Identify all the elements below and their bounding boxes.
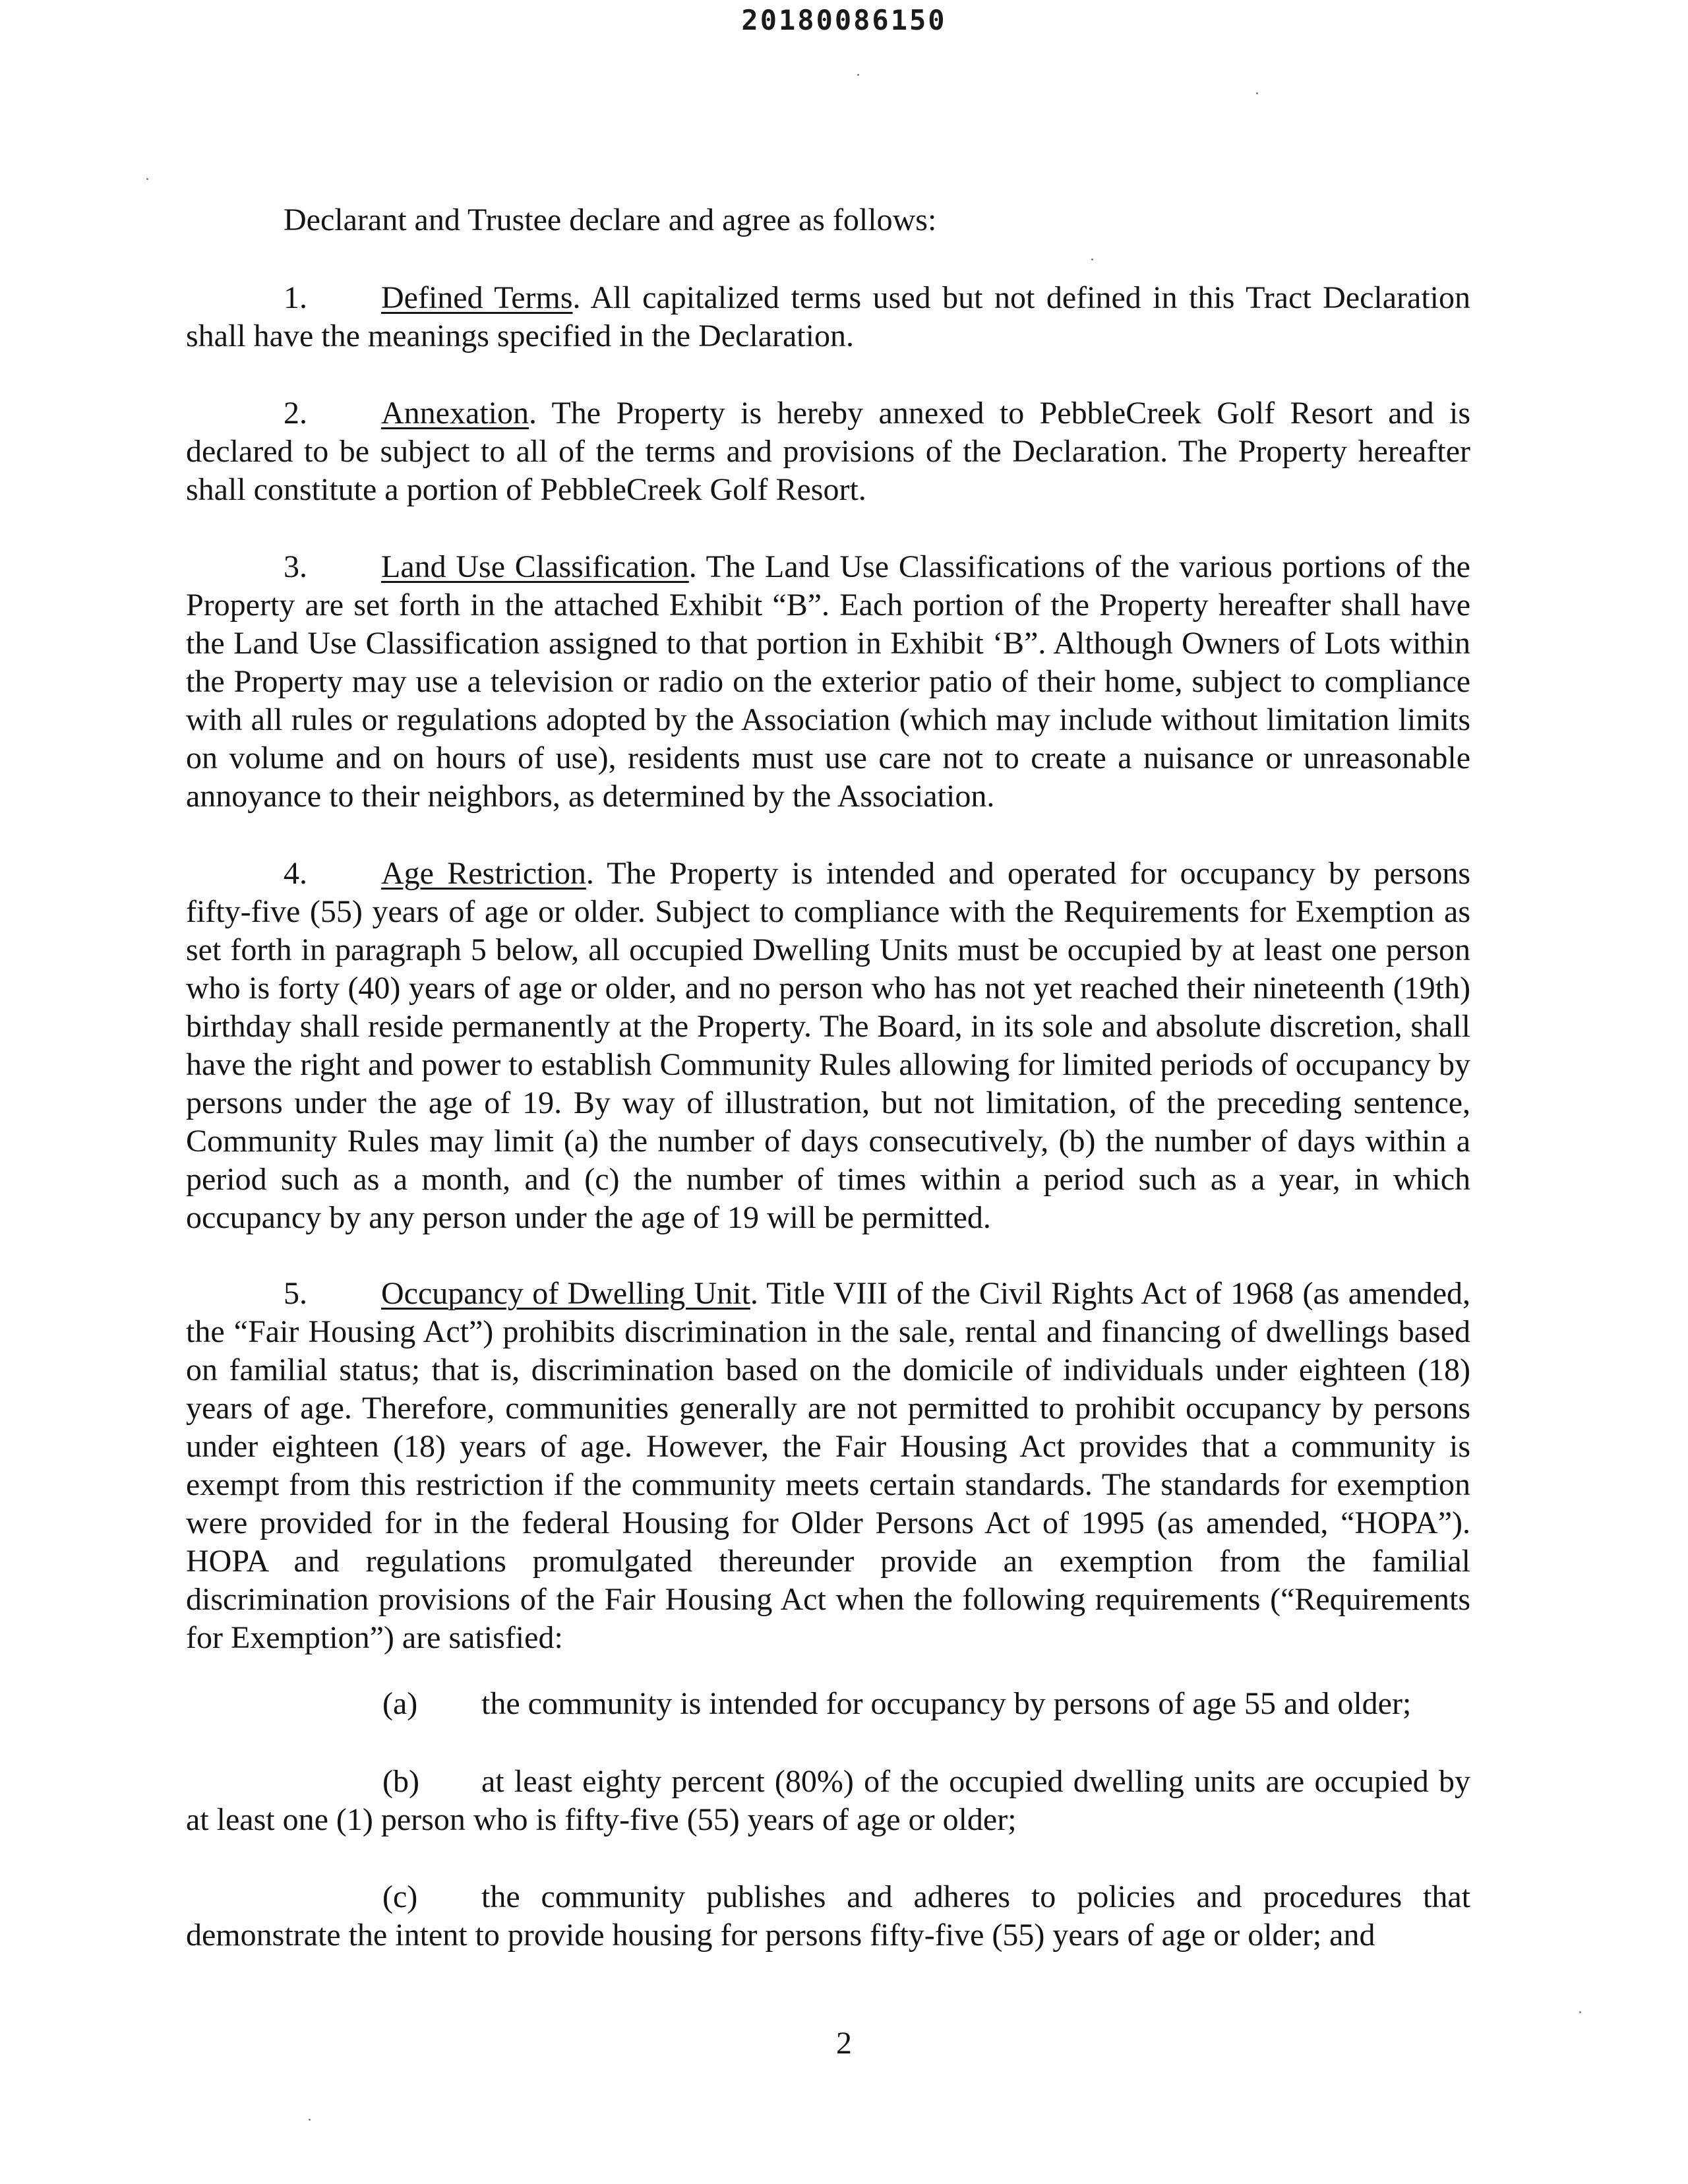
subparagraph-letter: (b) [382,1764,419,1799]
paragraph-body: . The Land Use Classifications of the various portions of the Property are set forth in the attached Exhibit “B”. Each portion of the Property hereafter shall have the Land Use Classification assigned to that portion in Exhibit ‘B”. Although Owners of Lots within the Property may use a television or radio on the exterior patio of their home, subject to compliance with all rules or regulations adopted by the Association (which may include without limitation limits on volume and on hours of use), residents must use care not to create a nuisance or unreasonable annoyance to their neighbors, as determined by the Association. [186,549,1470,814]
paragraph-heading: Land Use Classification [381,549,689,584]
scan-speck [1579,2011,1581,2013]
page-number: 2 [836,2026,852,2061]
scan-speck [146,178,148,180]
paragraph-defined-terms [186,279,1470,355]
scan-speck [1256,92,1258,94]
subparagraph-a [186,1685,1470,1723]
paragraph-heading: Defined Terms [381,280,573,315]
paragraph-heading: Annexation [381,396,529,431]
paragraph-annexation [186,394,1470,509]
scan-speck [857,74,859,76]
paragraph-age-restriction [186,855,1470,1237]
paragraph-body: . The Property is intended and operated for occupancy by persons fifty-five (55) years of age or older. Subject to compliance with the Requirements for Exemption as set forth in paragraph 5 below, all occupied Dwelling Units must be occupied by at least one person who is forty (40) years of age or older, and no person who has not yet reached their nineteenth (19th) birthday shall reside permanently at the Property. The Board, in its sole and absolute discretion, shall have the right and power to establish Community Rules allowing for limited periods of occupancy by persons under the age of 19. By way of illustration, but not limitation, of the preceding sentence, Community Rules may limit (a) the number of days consecutively, (b) the number of days within a period such as a month, and (c) the number of times within a period such as a year, in which occupancy by any person under the age of 19 will be permitted. [186,856,1470,1235]
subparagraph-body: at least eighty percent (80%) of the occupied dwelling units are occupied by at least one (1) person who is fifty-five (55) years of age or older; [186,1764,1470,1837]
document-number: 20180086150 [741,4,947,36]
paragraph-land-use-classification [186,548,1470,816]
subparagraph-body: the community is intended for occupancy by persons of age 55 and older; [481,1686,1412,1721]
paragraph-number: 5. [284,1276,307,1311]
paragraph-number: 4. [284,856,307,891]
paragraph-body: . All capitalized terms used but not defined in this Tract Declaration shall have the meanings specified in the Declaration. [186,280,1470,353]
intro-sentence: Declarant and Trustee declare and agree as follows: [284,202,937,237]
paragraph-number: 1. [284,280,307,315]
paragraph-number: 2. [284,396,307,431]
paragraph-body: . The Property is hereby annexed to PebbleCreek Golf Resort and is declared to be subject to all of the terms and provisions of the Declaration. The Property hereafter shall constitute a portion of PebbleCreek Golf Resort. [186,396,1470,507]
subparagraph-b [186,1763,1470,1839]
scan-speck [309,2119,311,2121]
scan-speck [1091,258,1093,260]
paragraph-heading: Age Restriction [381,856,586,891]
paragraph-number: 3. [284,549,307,584]
subparagraph-body: the community publishes and adheres to policies and procedures that demonstrate the intent to provide housing for persons fifty-five (55) years of age or older; and [186,1879,1470,1953]
paragraph-body: . Title VIII of the Civil Rights Act of 1968 (as amended, the “Fair Housing Act”) prohibits discrimination in the sale, rental and financing of dwellings based on familial status; that is, discrimination based on the domicile of individuals under eighteen (18) years of age. Therefore, communities generally are not permitted to prohibit occupancy by persons under eighteen (18) years of age. However, the Fair Housing Act provides that a community is exempt from this restriction if the community meets certain standards. The standards for exemption were provided for in the federal Housing for Older Persons Act of 1995 (as amended, “HOPA”). HOPA and regulations promulgated thereunder provide an exemption from the familial discrimination provisions of the Fair Housing Act when the following requirements (“Requirements for Exemption”) are satisfied: [186,1276,1471,1655]
subparagraph-letter: (a) [382,1686,418,1721]
paragraph-heading: Occupancy of Dwelling Unit [381,1276,750,1311]
subparagraph-letter: (c) [382,1879,418,1914]
subparagraph-c [186,1878,1470,1955]
paragraph-occupancy-of-dwelling-unit [186,1275,1470,1657]
